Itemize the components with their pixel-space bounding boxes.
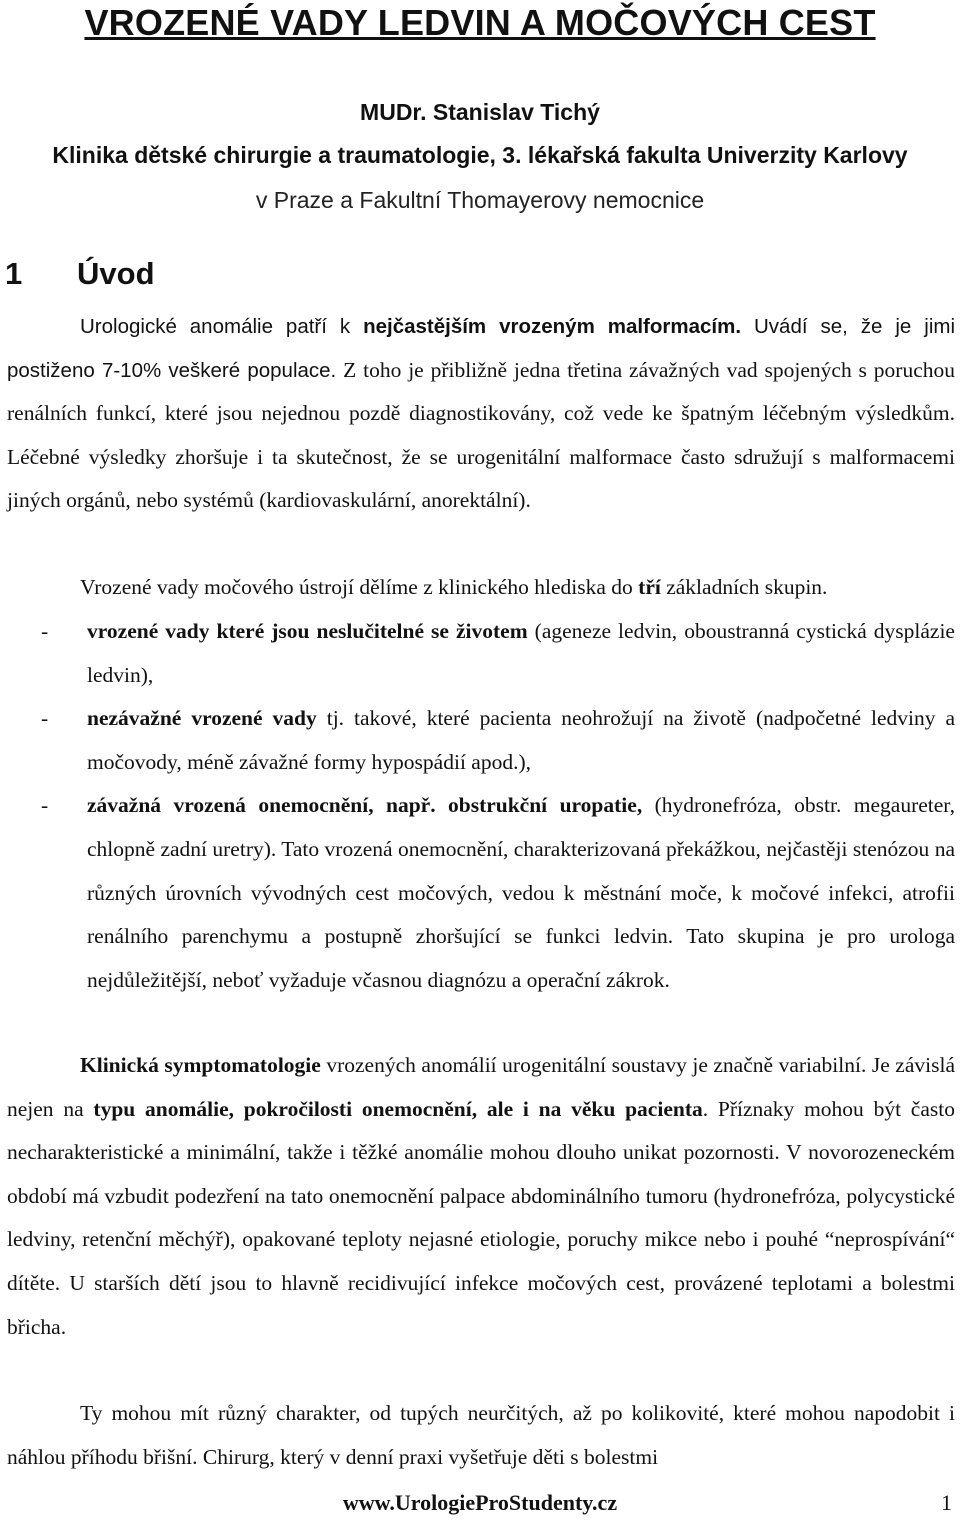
list-dash: - — [41, 706, 49, 731]
p1-text-d: Z toho je přibližně jedna třetina závažných vad spojených s poruchou renálních funkcí, které jsou nejednou pozdě diagnostikovány, což vede ke špatným léčebným výsledkům. — [7, 357, 955, 426]
paragraph-groups — [7, 566, 955, 610]
footer-url: www.UrologieProStudenty.cz — [342, 1490, 618, 1515]
p2-text-a: Vrozené vady močového ústrojí dělíme z klinického hlediska do — [80, 575, 639, 599]
list-item — [7, 697, 955, 784]
section-title: Úvod — [77, 256, 155, 291]
p1-text-c: Uvádí se, že je jimi postiženo 7-10% veškeré populace. — [7, 315, 955, 382]
paragraph-intro — [7, 305, 955, 523]
list-item-text: tj. takové, které pacienta neohrožují na životě (nadpočetné ledviny a močovody, méně závažné formy hypospádií apod.), — [87, 706, 955, 774]
list-item-bold: vrozené vady které jsou neslučitelné se životem — [87, 619, 528, 643]
affiliation-line-1: Klinika dětské chirurgie a traumatologie, 3. lékařská fakulta Univerzity Karlovy — [52, 142, 908, 168]
p1-text-a: Urologické anomálie patří k — [80, 315, 364, 338]
p3-text-b: vrozených anomálií urogenitální soustavy je značně variabilní. Je závislá nejen na — [7, 1053, 955, 1121]
document-title: VROZENÉ VADY LEDVIN A MOČOVÝCH CEST — [84, 2, 876, 43]
p2-text-c: základních skupin. — [660, 575, 828, 599]
affiliation-line-2: v Praze a Fakultní Thomayerovy nemocnice — [255, 187, 705, 213]
list-item-bold: závažná vrozená onemocnění, např. obstrukční uropatie, — [87, 793, 643, 818]
section-heading — [5, 256, 155, 292]
group-list — [7, 610, 955, 1002]
paragraph-pain: Ty mohou mít různý charakter, od tupých neurčitých, až po kolikovité, které mohou napodobit i náhlou příhodu břišní. Chirurg, který v denní praxi vyšetřuje děti s bolestmi — [7, 1401, 955, 1469]
page-number: 1 — [941, 1490, 952, 1515]
p2-bold: tří — [638, 575, 661, 599]
p1-bold: nejčastějším vrozeným malformacím. — [363, 315, 742, 338]
list-dash: - — [41, 793, 49, 818]
p1-text-e: Léčebné výsledky zhoršuje i ta skutečnost, že se urogenitální malformace často sdružují s malformacemi jiných orgánů, nebo systémů (kardiovaskulární, anorektální). — [7, 444, 955, 513]
author-name: MUDr. Stanislav Tichý — [360, 99, 600, 125]
list-item — [7, 784, 955, 1002]
list-dash: - — [41, 619, 49, 643]
p3-text-d: . Příznaky mohou být často necharakteristické a minimální, takže i těžké anomálie mohou dlouho unikat pozornosti. V novorozeneckém období má vzbudit podezření na tato onemocnění palpace abdominálního tumoru (hydronefróza, polycystické ledviny, retenční měchýř), opakované teploty nejasné etiologie, poruchy mikce nebo i pouhé “neprospívání“ dítěte. U starších dětí jsou to hlavně recidivující infekce močových cest, provázené teplotami a bolestmi břicha. — [7, 1096, 955, 1339]
section-number: 1 — [5, 256, 23, 291]
paragraph-symptoms — [7, 1044, 955, 1349]
list-item-text: (hydronefróza, obstr. megaureter, chlopně zadní uretry). Tato vrozená onemocnění, charakterizovaná překážkou, nejčastěji stenózou na různých úrovních vývodných cest močových, vedou k městnání moče, k močové infekci, atrofii renálního parenchymu a postupně zhoršující se funkci ledvin. Tato skupina je pro urologa nejdůležitější, neboť vyžaduje včasnou diagnózu a operační zákrok. — [87, 793, 955, 992]
list-item-bold: nezávažné vrozené vady — [87, 706, 317, 731]
list-item — [7, 610, 955, 697]
p3-bold-a: Klinická symptomatologie — [80, 1053, 321, 1077]
p3-bold-c: typu anomálie, pokročilosti onemocnění, ale i na věku pacienta — [93, 1096, 703, 1121]
list-item-text: (ageneze ledvin, oboustranná cystická dysplázie ledvin), — [87, 619, 955, 687]
